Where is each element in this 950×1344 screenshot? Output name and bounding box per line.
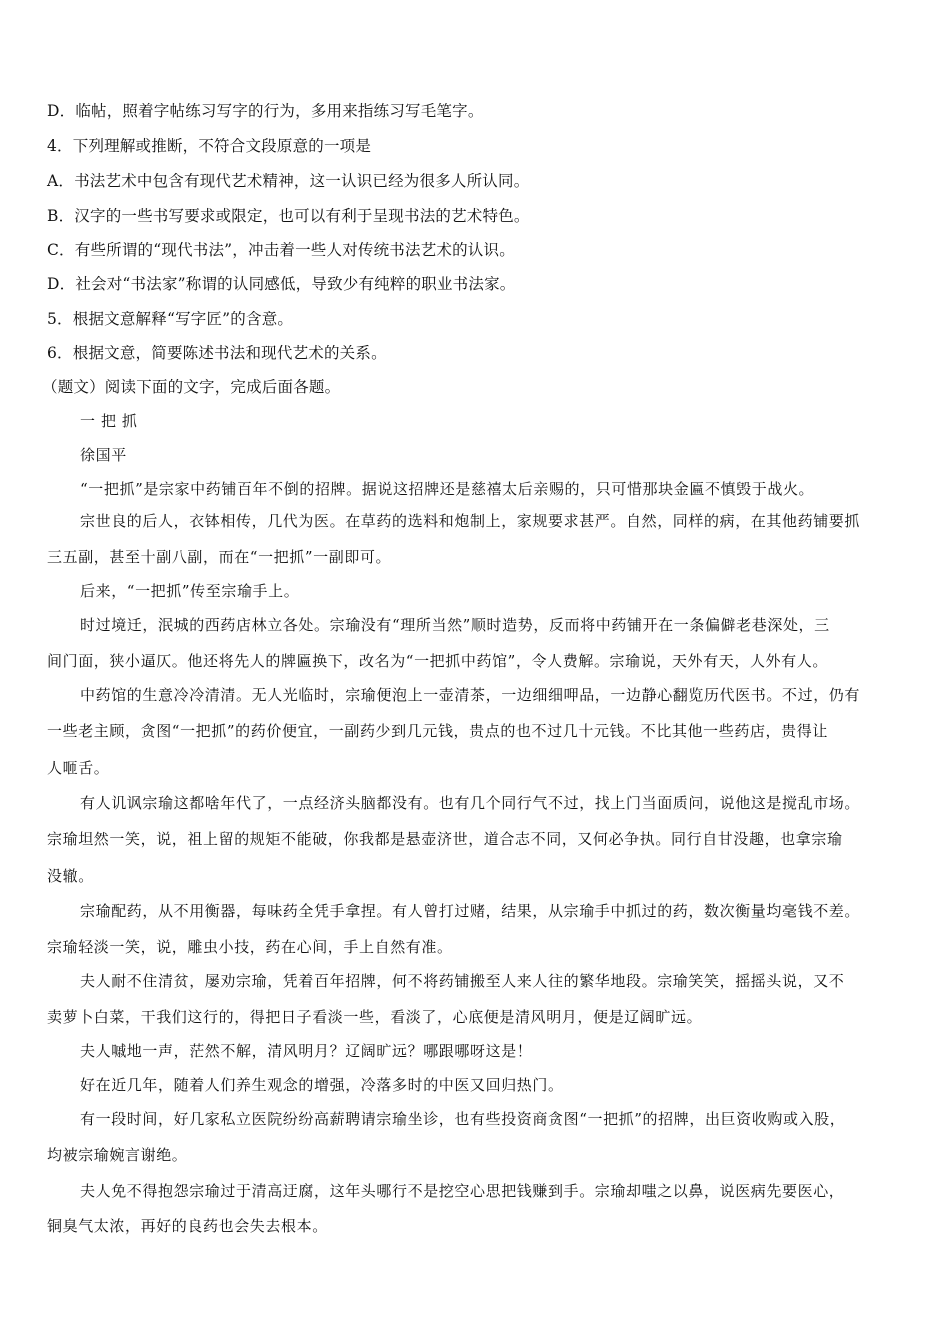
- story-line: 宗瑜配药，从不用衡器，每味药全凭手拿捏。有人曾打过赌，结果，从宗瑜手中抓过的药，数次衡量均毫钱不差。: [80, 902, 861, 920]
- q4-stem: 4．下列理解或推断，不符合文段原意的一项是: [47, 137, 372, 155]
- story-line: 中药馆的生意冷冷清清。无人光临时，宗瑜便泡上一壶清茶，一边细细呷品，一边静心翻览历代医书。不过，仍有: [80, 686, 861, 704]
- story-line: 卖萝卜白菜，干我们这行的，得把日子看淡一些，看淡了，心底便是清风明月，便是辽阔旷远。: [47, 1008, 703, 1026]
- story-line: 宗世良的后人，衣钵相传，几代为医。在草药的选料和炮制上，家规要求甚严。自然，同样的病，在其他药铺要抓: [80, 512, 861, 530]
- story-line: 铜臭气太浓，再好的良药也会失去根本。: [47, 1217, 328, 1235]
- q4-option-c: C．有些所谓的“现代书法”，冲击着一些人对传统书法艺术的认识。: [47, 241, 515, 259]
- question-5: 5．根据文意解释“写字匠”的含意。: [47, 310, 294, 328]
- story-line: 间门面，狭小逼仄。他还将先人的牌匾换下，改名为“一把抓中药馆”，令人费解。宗瑜说，天外有天，人外有人。: [47, 652, 828, 670]
- story-line: 宗瑜坦然一笑，说，祖上留的规矩不能破，你我都是悬壶济世，道合志不同，又何必争执。同行自甘没趣，也拿宗瑜: [47, 830, 843, 848]
- story-line: 夫人嘁地一声，茫然不解，清风明月？辽阔旷远？哪跟哪呀这是！: [80, 1042, 533, 1060]
- story-line: 后来，“一把抓”传至宗瑜手上。: [80, 582, 300, 600]
- story-line: 没辙。: [47, 867, 94, 885]
- story-line: “一把抓”是宗家中药铺百年不倒的招牌。据说这招牌还是慈禧太后亲赐的，只可惜那块金匾不慎毁于战火。: [80, 480, 815, 498]
- story-line: 时过境迁，泯城的西药店林立各处。宗瑜没有“理所当然”顺时造势，反而将中药铺开在一条偏僻老巷深处，三: [80, 616, 830, 634]
- story-line: 夫人免不得抱怨宗瑜过于清高迂腐，这年头哪行不是挖空心思把钱赚到手。宗瑜却嗤之以鼻，说医病先要医心，: [80, 1182, 845, 1200]
- story-line: 有人讥讽宗瑜这都啥年代了，一点经济头脑都没有。也有几个同行气不过，找上门当面质问，说他这是搅乱市场。: [80, 794, 861, 812]
- story-line: 一些老主顾，贪图“一把抓”的药价便宜，一副药少到几元钱，贵点的也不过几十元钱。不比其他一些药店，贵得让: [47, 722, 828, 740]
- story-line: 夫人耐不住清贫，屡劝宗瑜，凭着百年招牌，何不将药铺搬至人来人往的繁华地段。宗瑜笑笑，摇摇头说，又不: [80, 972, 845, 990]
- q4-option-b: B．汉字的一些书写要求或限定，也可以有利于呈现书法的艺术特色。: [47, 207, 530, 225]
- story-line: 有一段时间，好几家私立医院纷纷高薪聘请宗瑜坐诊，也有些投资商贪图“一把抓”的招牌，出巨资收购或入股，: [80, 1110, 846, 1128]
- story-line: 人咂舌。: [47, 759, 110, 777]
- story-line: 宗瑜轻淡一笑，说，雕虫小技，药在心间，手上自然有准。: [47, 938, 453, 956]
- story-title: 一 把 抓: [80, 412, 138, 430]
- q4-option-d: D．社会对“书法家”称谓的认同感低，导致少有纯粹的职业书法家。: [47, 275, 516, 293]
- story-line: 好在近几年，随着人们养生观念的增强，冷落多时的中医又回归热门。: [80, 1076, 564, 1094]
- q4-option-a: A．书法艺术中包含有现代艺术精神，这一认识已经为很多人所认同。: [47, 172, 530, 190]
- section-intro: （题文）阅读下面的文字，完成后面各题。: [42, 378, 341, 396]
- question-6: 6．根据文意，简要陈述书法和现代艺术的关系。: [47, 344, 387, 362]
- q3-option-d: D．临帖，照着字帖练习写字的行为，多用来指练习写毛笔字。: [47, 102, 484, 120]
- story-author: 徐国平: [80, 446, 127, 464]
- story-line: 三五副，甚至十副八副，而在“一把抓”一副即可。: [47, 548, 392, 566]
- story-line: 均被宗瑜婉言谢绝。: [47, 1146, 188, 1164]
